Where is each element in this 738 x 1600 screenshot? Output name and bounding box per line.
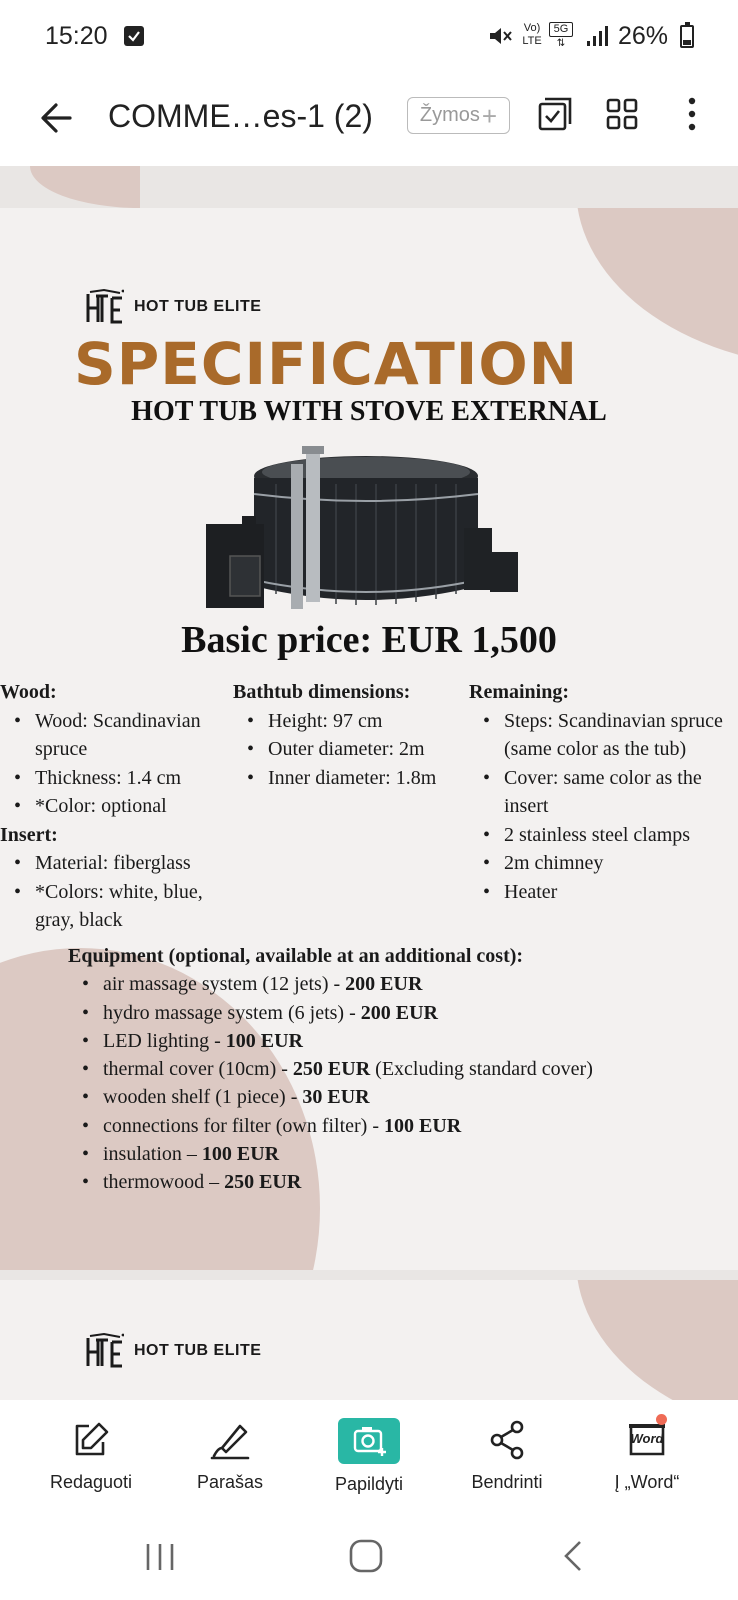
list-item: • Thickness: 1.4 cm: [0, 764, 232, 793]
decorative-circle-top-right: [576, 1280, 738, 1400]
grid-icon: [606, 98, 638, 130]
arrow-left-icon: [34, 94, 82, 142]
signature-pen-icon: [208, 1418, 252, 1462]
checkbox-notification-icon: [124, 26, 144, 46]
list-item: • *Colors: white, blue, gray, black: [0, 878, 232, 935]
equipment-name: wooden shelf (1 piece) -: [103, 1086, 303, 1109]
equipment-note: (Excluding standard cover): [370, 1058, 593, 1081]
list-item: • Material: fiberglass: [0, 849, 232, 878]
navigation-bar: [0, 1512, 738, 1600]
remaining-heading: Remaining:: [469, 681, 569, 703]
decorative-shape: [30, 166, 140, 208]
share-icon: [485, 1418, 529, 1462]
list-item: • *Color: optional: [0, 792, 232, 821]
share-button[interactable]: [442, 1418, 572, 1508]
brand-name: HOT TUB ELITE: [134, 1342, 262, 1359]
brand: [84, 1332, 261, 1370]
equipment-name: insulation –: [103, 1143, 202, 1166]
share-label: Bendrinti: [471, 1472, 543, 1492]
add-camera-icon: [338, 1418, 400, 1464]
edit-button[interactable]: [26, 1418, 156, 1508]
dimensions-list: [233, 707, 473, 793]
network-top-label: Vo): [523, 22, 541, 34]
edit-icon: [69, 1418, 113, 1462]
equipment-price: 30 EUR: [302, 1086, 370, 1109]
list-item: [68, 1083, 593, 1111]
list-item: • Height: 97 cm: [233, 707, 473, 736]
list-item: • 2 stainless steel clamps: [469, 821, 737, 850]
list-item: [68, 1027, 593, 1055]
to-word-label: Į „Word“: [614, 1472, 680, 1492]
document-viewer[interactable]: [0, 166, 738, 1400]
add-button[interactable]: [304, 1418, 434, 1508]
home-icon: [344, 1536, 388, 1576]
tags-label: Žymos: [419, 104, 480, 126]
status-bar: [0, 0, 738, 70]
equipment-price: 200 EUR: [360, 1001, 438, 1024]
sign-button[interactable]: [165, 1418, 295, 1508]
word-icon: [625, 1418, 669, 1462]
word-icon-text: Word: [630, 1431, 664, 1446]
plus-icon: +: [481, 100, 498, 131]
basic-price: Basic price: EUR 1,500: [181, 619, 557, 661]
wood-list: [0, 707, 232, 821]
equipment-price: 200 EUR: [345, 973, 423, 996]
list-item: [68, 999, 593, 1027]
home-button[interactable]: [344, 1536, 388, 1576]
grid-view-button[interactable]: [606, 98, 638, 130]
status-time: 15:20: [45, 22, 108, 50]
insert-list: [0, 849, 232, 935]
hot-tub-image: [206, 444, 528, 616]
list-item: [68, 1055, 593, 1083]
equipment-price: 100 EUR: [384, 1114, 462, 1137]
more-options-button[interactable]: [680, 96, 704, 132]
decorative-circle-top-right: [576, 208, 738, 368]
brand: [84, 288, 261, 326]
document-page: [0, 208, 738, 1270]
equipment-price: 100 EUR: [225, 1029, 303, 1052]
specification-title: SPECIFICATION: [74, 330, 579, 398]
document-title: COMME…es-1 (2): [108, 98, 373, 134]
volte-indicator: [520, 22, 544, 50]
equipment-price: 100 EUR: [201, 1143, 280, 1166]
5g-indicator: 5G ⇅: [549, 22, 573, 50]
bottom-toolbar: [0, 1400, 738, 1512]
equipment-name: thermowood –: [103, 1171, 225, 1194]
edit-label: Redaguoti: [49, 1472, 133, 1492]
signal-icon: [586, 25, 610, 47]
list-item: [68, 970, 593, 998]
equipment-price: 250 EUR: [292, 1058, 371, 1081]
back-button[interactable]: [34, 94, 82, 142]
generation-label: 5G: [549, 22, 573, 37]
back-chevron-icon: [552, 1536, 596, 1576]
brand-name: HOT TUB ELITE: [134, 298, 262, 315]
equipment-section: [68, 942, 593, 1197]
remaining-column: [469, 678, 737, 906]
tags-button[interactable]: [407, 97, 510, 134]
wood-insert-column: [0, 678, 232, 935]
more-vertical-icon: [680, 96, 704, 132]
select-button[interactable]: [537, 96, 573, 132]
hte-logo-icon: [84, 288, 124, 326]
wood-heading: Wood:: [0, 681, 57, 703]
list-item: • 2m chimney: [469, 849, 737, 878]
mute-icon: [487, 24, 513, 48]
document-page-2: [0, 1280, 738, 1400]
list-item: [68, 1112, 593, 1140]
equipment-list: [68, 970, 593, 1196]
sign-label: Parašas: [196, 1472, 264, 1492]
back-nav-button[interactable]: [552, 1536, 596, 1576]
recent-apps-icon: [138, 1536, 182, 1576]
list-item: [68, 1168, 593, 1196]
dimensions-column: [233, 678, 473, 792]
list-item: • Inner diameter: 1.8m: [233, 764, 473, 793]
equipment-heading: Equipment (optional, available at an additional cost):: [68, 945, 524, 967]
equipment-name: connections for filter (own filter) -: [103, 1114, 385, 1137]
list-item: • Heater: [469, 878, 737, 907]
dimensions-heading: Bathtub dimensions:: [233, 681, 411, 703]
product-subtitle: HOT TUB WITH STOVE EXTERNAL: [131, 396, 607, 427]
to-word-button[interactable]: [582, 1418, 712, 1508]
battery-percent: 26%: [618, 22, 669, 50]
equipment-name: air massage system (12 jets) -: [103, 973, 346, 996]
equipment-name: LED lighting -: [103, 1029, 226, 1052]
network-bottom-label: LTE: [522, 35, 542, 47]
equipment-price: 250 EUR: [224, 1171, 302, 1194]
app-bar: [0, 70, 738, 166]
hte-logo-icon: [84, 1332, 124, 1370]
remaining-list: [469, 707, 737, 907]
list-item: • Outer diameter: 2m: [233, 735, 473, 764]
equipment-name: hydro massage system (6 jets) -: [103, 1001, 361, 1024]
list-item: • Wood: Scandinavian spruce: [0, 707, 232, 764]
list-item: [68, 1140, 593, 1168]
notification-dot: [656, 1414, 667, 1425]
list-item: • Cover: same color as the insert: [469, 764, 737, 821]
select-check-icon: [537, 96, 573, 132]
list-item: • Steps: Scandinavian spruce (same color as the tub): [469, 707, 737, 764]
add-label: Papildyti: [334, 1474, 404, 1494]
battery-icon: [680, 25, 694, 48]
recent-apps-button[interactable]: [138, 1536, 182, 1576]
equipment-name: thermal cover (10cm) -: [103, 1058, 293, 1081]
insert-heading: Insert:: [0, 823, 58, 846]
